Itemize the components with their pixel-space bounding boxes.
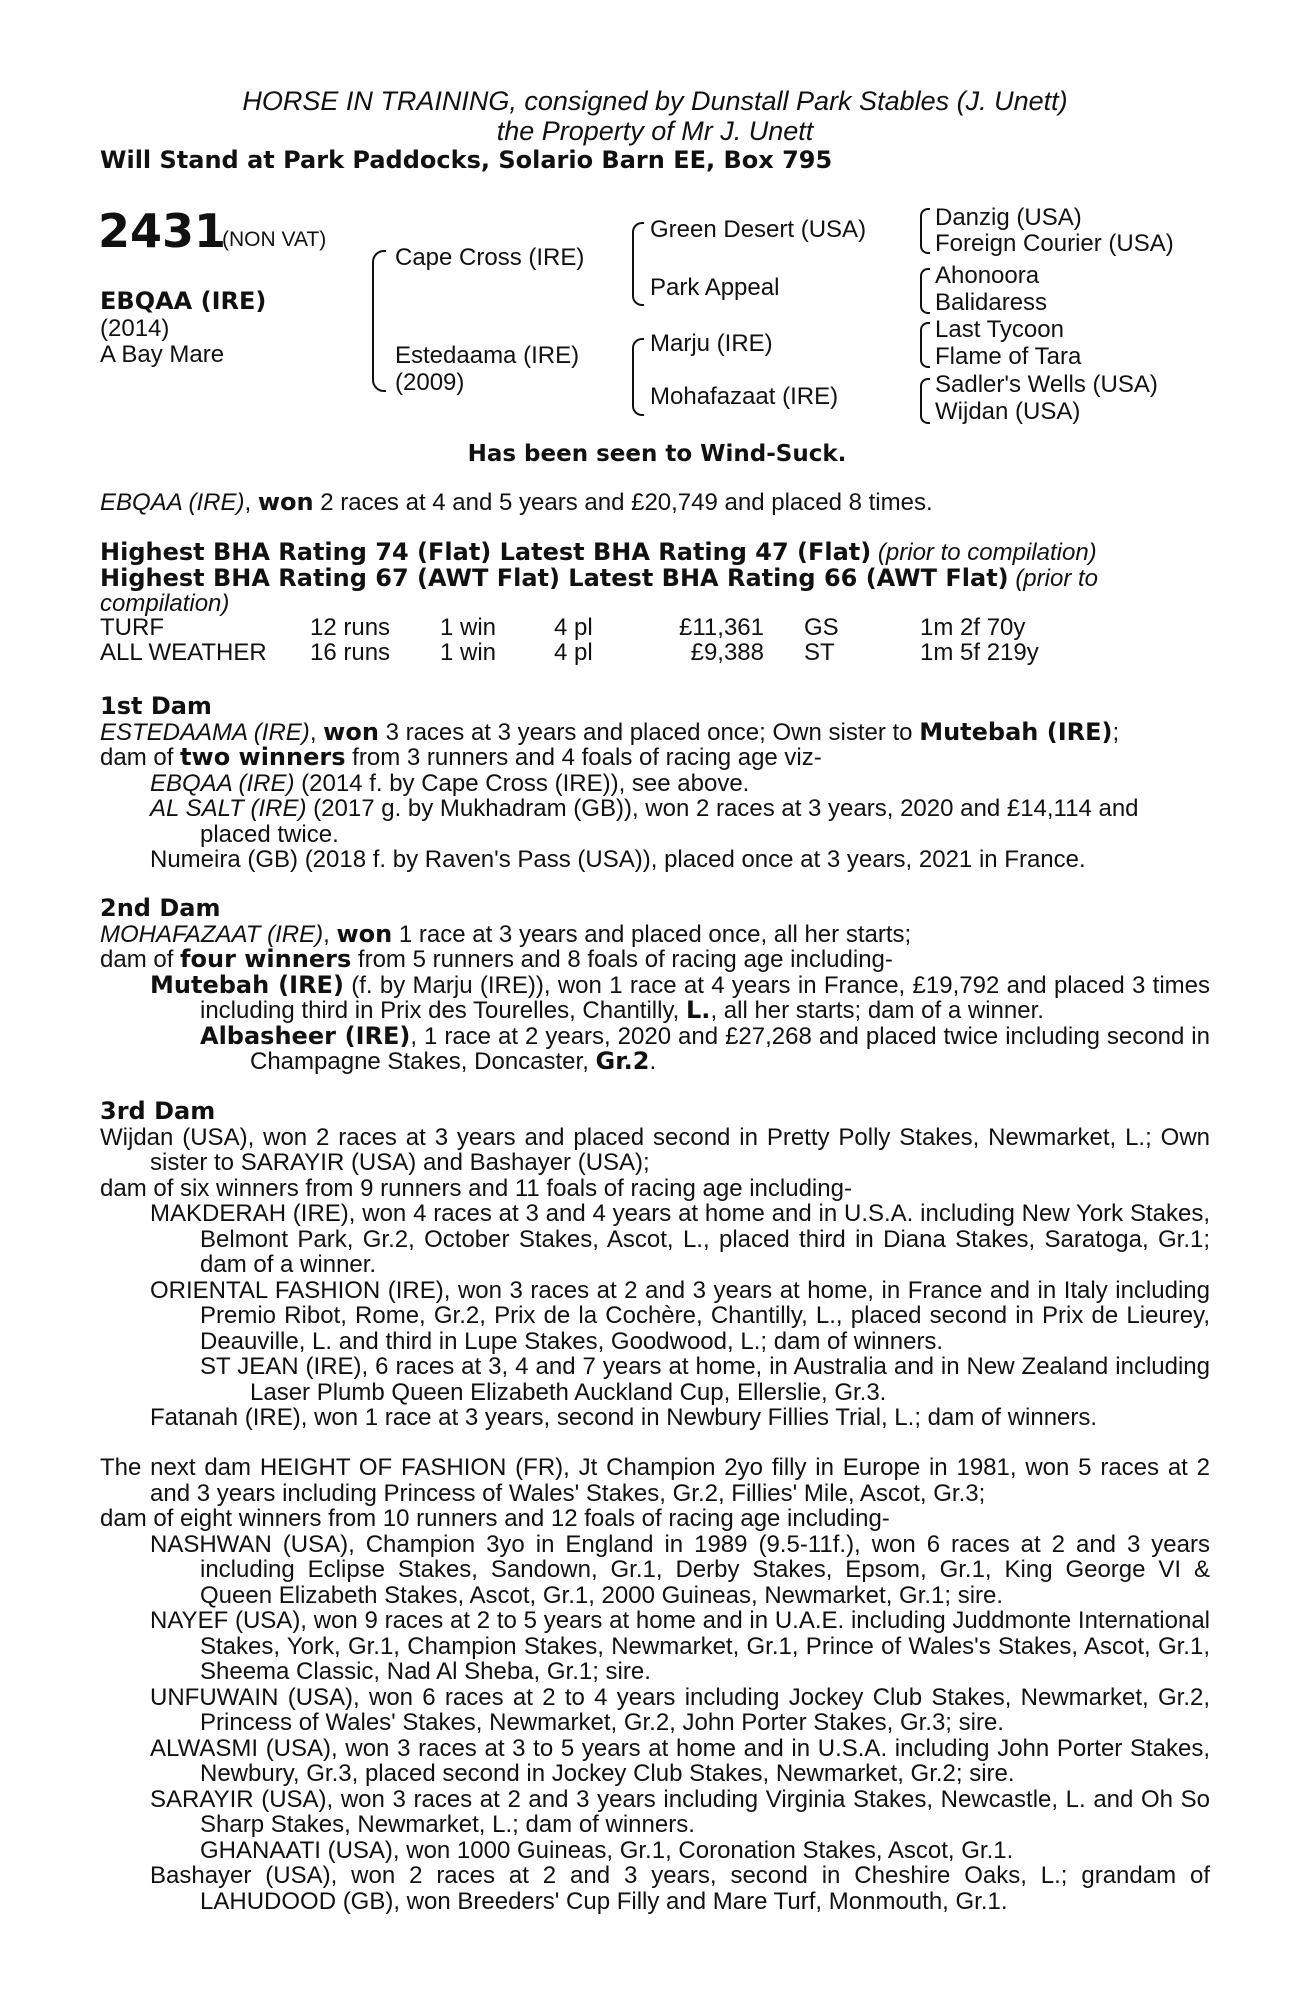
pedigree-brace-g3-2 [920, 268, 930, 314]
stat-distance: 1m 2f 70y [920, 614, 1026, 641]
g3-horse: Foreign Courier (USA) [935, 230, 1174, 257]
pedigree-brace-gen1 [372, 250, 386, 392]
sire-dam: Park Appeal [650, 274, 780, 301]
dam-name: Estedaama (IRE) [395, 342, 580, 369]
summary-text: 2 races at 4 and 5 years and £20,749 and placed 8 times. [313, 489, 933, 516]
progeny-entry: GHANAATI (USA), won 1000 Guineas, Gr.1, Coronation Stakes, Ascot, Gr.1. [200, 1836, 1014, 1864]
g3-horse: Balidaress [935, 289, 1048, 316]
dam-name: ESTEDAAMA (IRE) [100, 718, 310, 746]
winners-count: four winners [180, 945, 352, 973]
pedigree-brace-sire [632, 222, 644, 306]
dam-year: (2009) [395, 369, 465, 396]
next-dam-section [100, 1455, 1210, 1914]
stat-placed: 4 pl [554, 639, 593, 666]
stat-going: GS [804, 614, 839, 641]
stat-runs: 16 runs [310, 639, 391, 666]
section-heading: 1st Dam [100, 692, 212, 720]
stat-surface: TURF [100, 614, 164, 641]
stat-runs: 12 runs [310, 614, 391, 641]
progeny-entry: Fatanah (IRE), won 1 race at 3 years, second in Newbury Fillies Trial, L.; dam of winners. [150, 1404, 1098, 1431]
dam-produce-summary: dam of six winners from 9 runners and 11 foals of racing age including- [100, 1174, 852, 1202]
progeny-entry: Bashayer (USA), won 2 races at 2 and 3 years, second in Cheshire Oaks, L.; grandam of LAHUDOOD (GB), won Breeders' Cup Filly and Mare Turf, Monmouth, Gr.1. [150, 1862, 1210, 1915]
first-dam-section [100, 694, 1210, 873]
dam-name: MOHAFAZAAT (IRE) [100, 920, 324, 948]
text: dam of [100, 946, 181, 973]
section-heading: 2nd Dam [100, 894, 221, 922]
summary-won: won [257, 488, 314, 516]
sire-name: Cape Cross (IRE) [395, 244, 585, 271]
second-dam-section [100, 896, 1210, 1075]
stat-surface: ALL WEATHER [100, 639, 267, 666]
progeny-entry: NASHWAN (USA), Champion 3yo in England in 1989 (9.5-11f.), won 6 races at 2 and 3 years including Eclipse Stakes, Sandown, Gr.1, Derby Stakes, Epsom, Gr.1, King George VI & Queen Elizabeth Stakes, Ascot, Gr.1, 2000 Guineas, Newmarket, Gr.1; sire. [150, 1530, 1210, 1609]
g3-horse: Sadler's Wells (USA) [935, 371, 1158, 398]
ratings-block [100, 540, 1210, 617]
location-line: Will Stand at Park Paddocks, Solario Barn EE, Box 795 [100, 146, 833, 174]
pedigree-brace-g3-3 [920, 322, 930, 368]
horse-description: A Bay Mare [100, 341, 225, 368]
table-row [100, 640, 1039, 665]
wind-suck-note: Has been seen to Wind-Suck. [467, 441, 847, 467]
horse-year: (2014) [100, 315, 170, 342]
race-summary: EBQAA (IRE), won 2 races at 4 and 5 years and £20,749 and placed 8 times. [100, 488, 933, 516]
pedigree-brace-dam [632, 338, 644, 416]
progeny-name: EBQAA (IRE) [150, 769, 295, 797]
progeny-entry: MAKDERAH (IRE), won 4 races at 3 and 4 years at home and in U.S.A. including New York Stakes, Belmont Park, Gr.2, October Stakes, Ascot, L., placed third in Diana Stakes, Saratoga, Gr.1; dam of a winner. [150, 1200, 1210, 1278]
horse-name: EBQAA (IRE) [100, 287, 267, 315]
text: , 1 race at 2 years, 2020 and £27,268 and placed twice including second in Champagne Stakes, Doncaster, [250, 1022, 1210, 1075]
section-heading: 3rd Dam [100, 1097, 216, 1125]
text: from 5 runners and 8 foals of racing age including- [351, 946, 893, 973]
progeny-entry: ST JEAN (IRE), 6 races at 3, 4 and 7 years at home, in Australia and in New Zealand including Laser Plumb Queen Elizabeth Auckland Cup, Ellerslie, Gr.3. [200, 1353, 1210, 1406]
summary-horse-name: EBQAA (IRE) [100, 489, 245, 516]
stat-wins: 1 win [440, 614, 497, 641]
progeny-entry [100, 796, 1210, 847]
progeny-name: AL SALT (IRE) [150, 795, 307, 822]
stat-prize: £11,361 [679, 614, 764, 641]
rating-awt: Highest BHA Rating 67 (AWT Flat) Latest BHA Rating 66 (AWT Flat) [100, 563, 1009, 592]
pedigree-brace-g3-1 [920, 208, 930, 254]
dam-dam: Mohafazaat (IRE) [650, 383, 839, 410]
won-label: won [336, 919, 393, 948]
progeny-entry: ALWASMI (USA), won 3 races at 3 to 5 years at home and in U.S.A. including John Porter Stakes, Newbury, Gr.3, placed second in Jockey Club Stakes, Newmarket, Gr.2; sire. [150, 1734, 1210, 1787]
text: ; [1112, 718, 1120, 746]
sister-name: Mutebah (IRE) [919, 717, 1113, 746]
text: (f. by Marju (IRE)), won 1 race at 4 years in France, £19,792 and placed 3 times including third in Prix des Tourelles, Chantilly, [200, 971, 1211, 1024]
text: , [309, 718, 324, 746]
text: 1 race at 3 years and placed once, all her starts; [392, 920, 912, 948]
pedigree-brace-g3-4 [920, 378, 930, 424]
progeny-entry: NAYEF (USA), won 9 races at 2 to 5 years at home and in U.A.E. including Juddmonte International Stakes, York, Gr.1, Champion Stakes, Newmarket, Gr.1, Prince of Wales's Stakes, Ascot, Gr.1, Sheema Classic, Nad Al Sheba, Gr.1; sire. [150, 1607, 1210, 1685]
g3-horse: Danzig (USA) [935, 204, 1082, 231]
progeny-entry [100, 1021, 1210, 1075]
g3-horse: Flame of Tara [935, 343, 1082, 370]
career-stats-table [100, 615, 1039, 665]
g3-horse: Ahonoora [935, 262, 1040, 289]
won-label: won [323, 717, 379, 746]
consignor-line: HORSE IN TRAINING, consigned by Dunstall Park Stables (J. Unett) [242, 86, 1068, 116]
progeny-name: Mutebah (IRE) [150, 970, 344, 999]
progeny-entry: Numeira (GB) (2018 f. by Raven's Pass (USA)), placed once at 3 years, 2021 in France. [150, 846, 1086, 873]
text: dam of [100, 744, 181, 771]
dam-sire: Marju (IRE) [650, 330, 773, 357]
dam-record: Wijdan (USA), won 2 races at 3 years and placed second in Pretty Polly Stakes, Newmarket, L.; Own sister to SARAYIR (USA) and Bashayer (USA); [100, 1123, 1210, 1176]
progeny-entry: SARAYIR (USA), won 3 races at 2 and 3 years including Virginia Stakes, Newcastle, L. and Oh So Sharp Stakes, Newmarket, L.; dam of winners. [150, 1785, 1210, 1838]
dam-record: The next dam HEIGHT OF FASHION (FR), Jt Champion 2yo filly in Europe in 1981, won 5 races at 2 and 3 years including Princess of Wales' Stakes, Gr.2, Fillies' Mile, Ascot, Gr.3; [100, 1454, 1210, 1507]
vat-status: (NON VAT) [222, 228, 327, 251]
g3-horse: Wijdan (USA) [935, 398, 1081, 425]
stat-prize: £9,388 [690, 639, 764, 666]
rating-flat-note: (prior to compilation) [877, 539, 1097, 566]
stat-distance: 1m 5f 219y [920, 639, 1039, 666]
dam-produce-summary: dam of eight winners from 10 runners and 12 foals of racing age including- [100, 1505, 890, 1532]
progeny-entry: UNFUWAIN (USA), won 6 races at 2 to 4 years including Jockey Club Stakes, Newmarket, Gr.2, Princess of Wales' Stakes, Newmarket, Gr.2, John Porter Stakes, Gr.3; sire. [150, 1683, 1210, 1736]
progeny-entry [100, 970, 1211, 1024]
grade-label: Gr.2 [595, 1047, 650, 1075]
rating-flat: Highest BHA Rating 74 (Flat) Latest BHA Rating 47 (Flat) [100, 538, 872, 566]
rating-awt-note-cont: compilation) [100, 590, 230, 617]
text: . [649, 1048, 657, 1075]
grade-label: L. [686, 996, 711, 1024]
text: 3 races at 3 years and placed once; Own sister to [378, 718, 920, 746]
rating-awt-note: (prior to [1015, 564, 1098, 592]
stat-going: ST [804, 639, 835, 666]
text: , [323, 920, 337, 948]
progeny-entry [100, 771, 1210, 797]
lot-number: 2431 [98, 204, 227, 258]
third-dam-section [100, 1099, 1210, 1431]
stat-placed: 4 pl [554, 614, 593, 641]
text: from 3 runners and 4 foals of racing age viz- [345, 744, 822, 771]
property-line: the Property of Mr J. Unett [496, 116, 814, 146]
progeny-entry: ORIENTAL FASHION (IRE), won 3 races at 2 and 3 years at home, in France and in Italy including Premio Ribot, Rome, Gr.2, Prix de la Cochère, Chantilly, L., placed second in Prix de Lieurey, Deauville, L. and third in Lupe Stakes, Goodwood, L.; dam of winners. [150, 1276, 1210, 1355]
stat-wins: 1 win [440, 639, 497, 666]
text: (2017 g. by Mukhadram (GB)), won 2 races at 3 years, 2020 and £14,114 and placed twice. [200, 795, 1139, 848]
g3-horse: Last Tycoon [935, 316, 1064, 343]
sire-sire: Green Desert (USA) [650, 216, 867, 243]
progeny-name: Albasheer (IRE) [200, 1021, 411, 1050]
text: (2014 f. by Cape Cross (IRE)), see above. [294, 769, 750, 797]
winners-count: two winners [180, 743, 346, 771]
text: , all her starts; dam of a winner. [710, 997, 1044, 1024]
table-row [100, 615, 1039, 640]
